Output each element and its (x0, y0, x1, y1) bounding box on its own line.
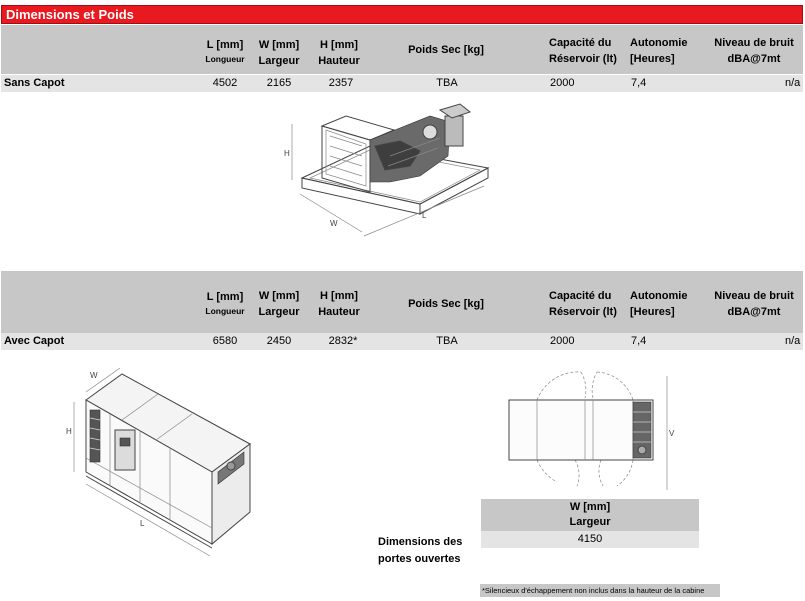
row-weight: TBA (436, 335, 458, 347)
doors-open-plan-drawing (505, 362, 685, 497)
doors-open-width-value: 4150 (481, 531, 699, 548)
row-width: 2450 (266, 335, 292, 347)
dim-h-label: H (66, 427, 72, 436)
section-title-bar (1, 5, 803, 24)
header-dry-weight: Poids Sec [kg] (408, 44, 484, 56)
table-row-sans-capot (1, 75, 803, 92)
header-width: W [mm] Largeur (258, 39, 300, 67)
row-height: 2832* (328, 335, 358, 347)
genset-canopy-drawing (60, 362, 260, 562)
dim-h-label: H (284, 149, 290, 158)
row-length: 4502 (212, 77, 238, 89)
table-header-avec-capot (1, 271, 803, 334)
dim-w-label: W (330, 219, 338, 228)
dim-w-label: W (90, 371, 98, 380)
row-noise: n/a (785, 335, 801, 347)
header-autonomy: Autonomie [Heures] (630, 290, 688, 318)
louvre-vents (90, 410, 100, 462)
header-tank: Capacité du Réservoir (lt) (549, 37, 617, 65)
doors-open-label: Dimensions des portes ouvertes (378, 536, 463, 565)
genset-open-drawing (270, 96, 510, 256)
header-length: L [mm] Longueur (205, 39, 245, 64)
row-label: Sans Capot (4, 77, 65, 89)
header-tank: Capacité du Réservoir (lt) (549, 290, 617, 318)
row-autonomy: 7,4 (631, 77, 647, 89)
header-autonomy: Autonomie [Heures] (630, 37, 688, 65)
header-height: H [mm] Hauteur (318, 39, 360, 67)
table-row-avec-capot (1, 333, 803, 350)
footnote: *Silencieux d'échappement non inclus dans la hauteur de la cabine (480, 584, 720, 597)
dim-v-label: V (669, 429, 675, 438)
row-noise: n/a (785, 77, 801, 89)
header-noise: Niveau de bruit dBA@7mt (714, 290, 794, 318)
row-weight: TBA (436, 77, 458, 89)
doors-open-header: W [mm] Largeur (481, 499, 699, 531)
row-width: 2165 (266, 77, 292, 89)
row-length: 6580 (212, 335, 238, 347)
row-height: 2357 (328, 77, 354, 89)
row-label: Avec Capot (4, 335, 65, 347)
header-length: L [mm] Longueur (205, 291, 245, 316)
row-tank: 2000 (550, 335, 575, 347)
header-width: W [mm] Largeur (258, 290, 300, 318)
section-title: Dimensions et Poids (6, 7, 134, 22)
dim-l-label: L (422, 211, 427, 220)
header-noise: Niveau de bruit dBA@7mt (714, 37, 794, 65)
header-height: H [mm] Hauteur (318, 290, 360, 318)
row-tank: 2000 (550, 77, 575, 89)
dim-l-label: L (140, 519, 145, 528)
header-dry-weight: Poids Sec [kg] (408, 298, 484, 310)
row-autonomy: 7,4 (631, 335, 647, 347)
table-header-sans-capot (1, 25, 803, 74)
